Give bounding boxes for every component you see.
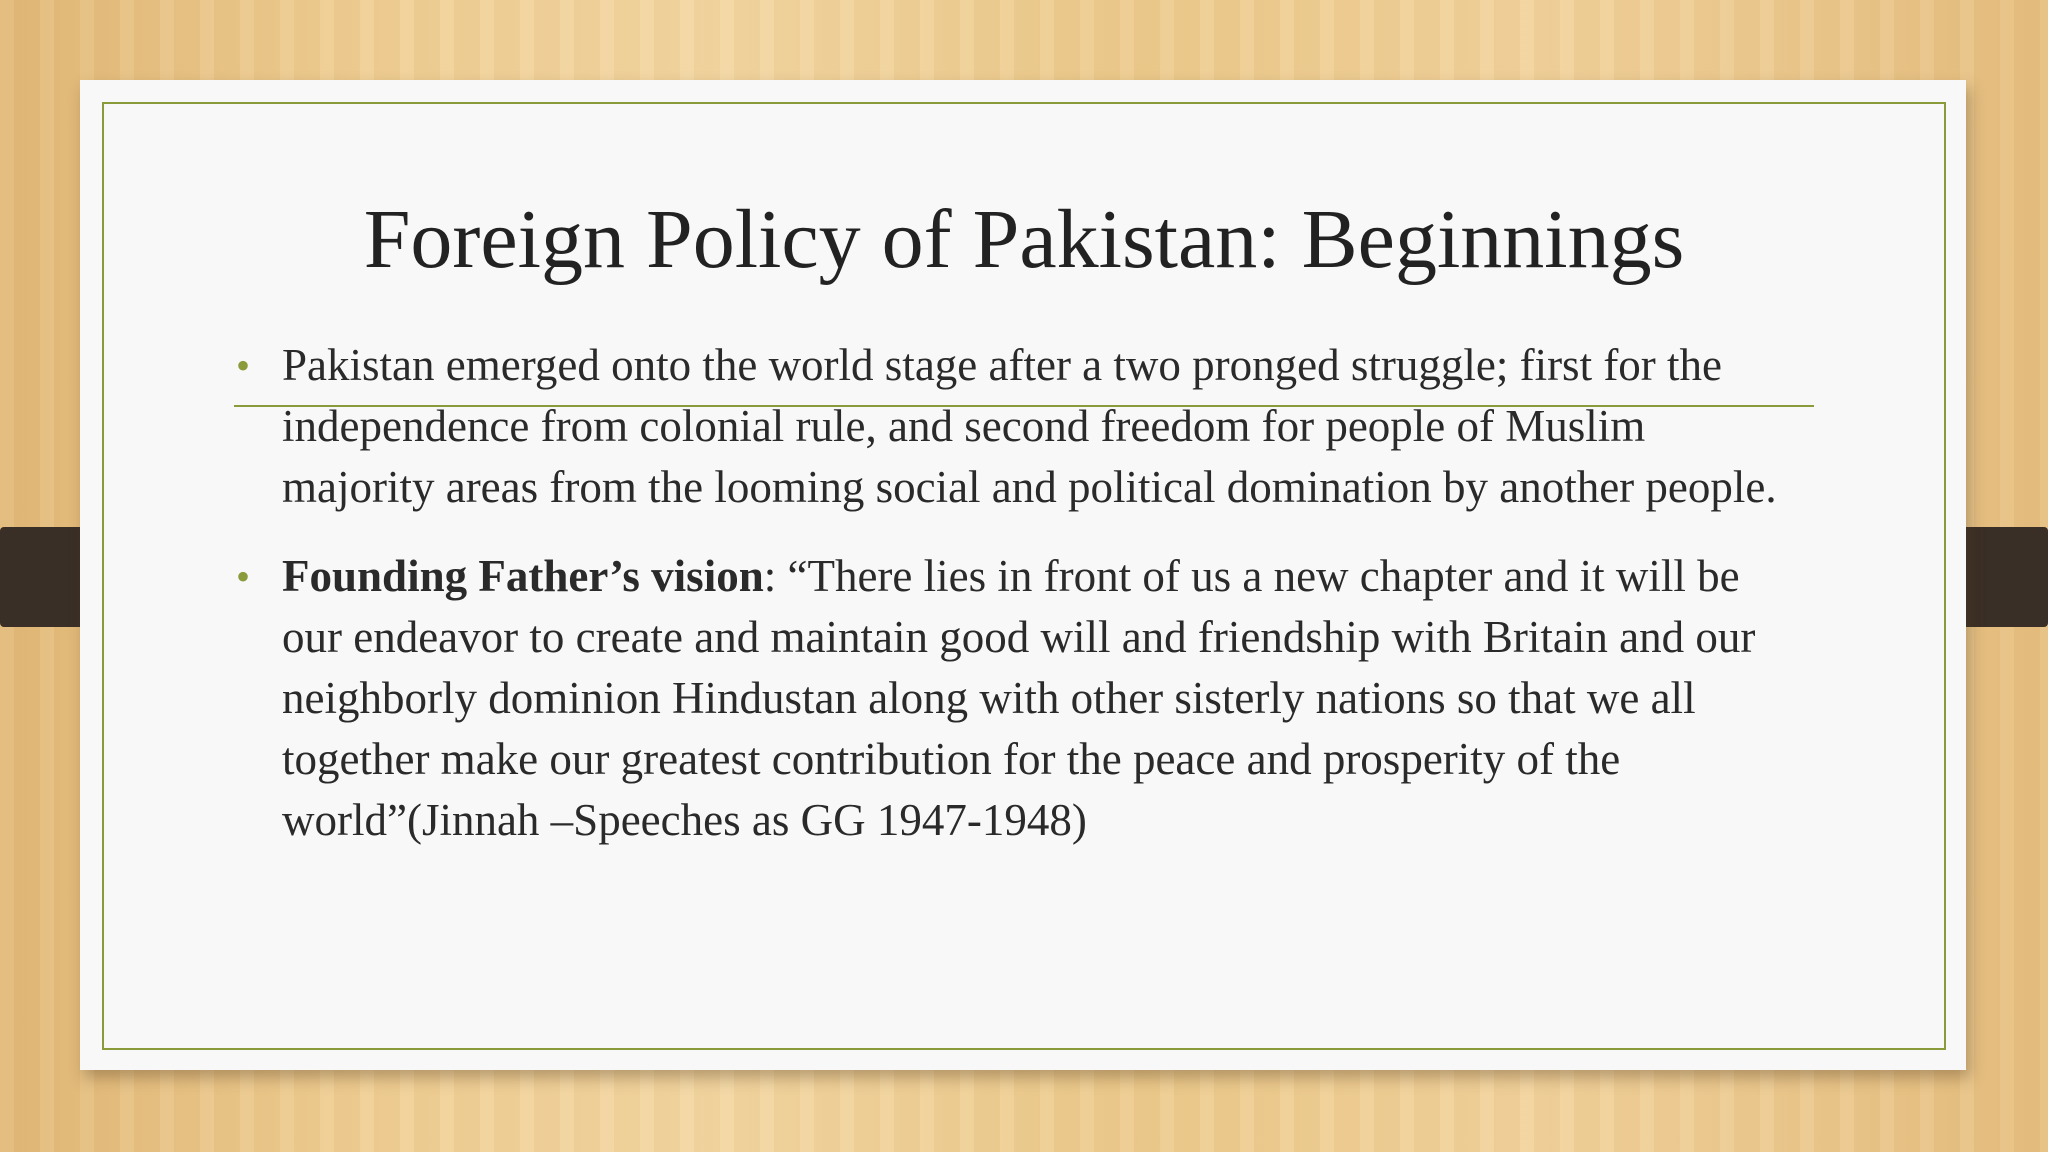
bullet-dot-icon: • bbox=[236, 554, 251, 599]
bullet-list bbox=[236, 335, 1796, 851]
bullet-bold-lead: Founding Father’s vision bbox=[282, 551, 764, 601]
bullet-item-emergence bbox=[236, 335, 1796, 518]
bullet-dot-icon: • bbox=[236, 343, 251, 388]
bullet-text: : “There lies in front of us a new chapter and it will be our endeavor to create and maintain good will and friendship with Britain and our neighborly dominion Hindustan along with other sisterly nations so that we all together make our greatest contribution for the peace and prosperity of the world”(Jinnah –Speeches as GG 1947-1948) bbox=[282, 551, 1756, 845]
bullet-item-founding-vision bbox=[236, 546, 1796, 851]
slide-title: Foreign Policy of Pakistan: Beginnings bbox=[363, 193, 1685, 286]
bullet-text: Pakistan emerged onto the world stage after a two pronged struggle; first for the independence from colonial rule, and second freedom for people of Muslim majority areas from the looming social and political domination by another people. bbox=[282, 340, 1777, 512]
